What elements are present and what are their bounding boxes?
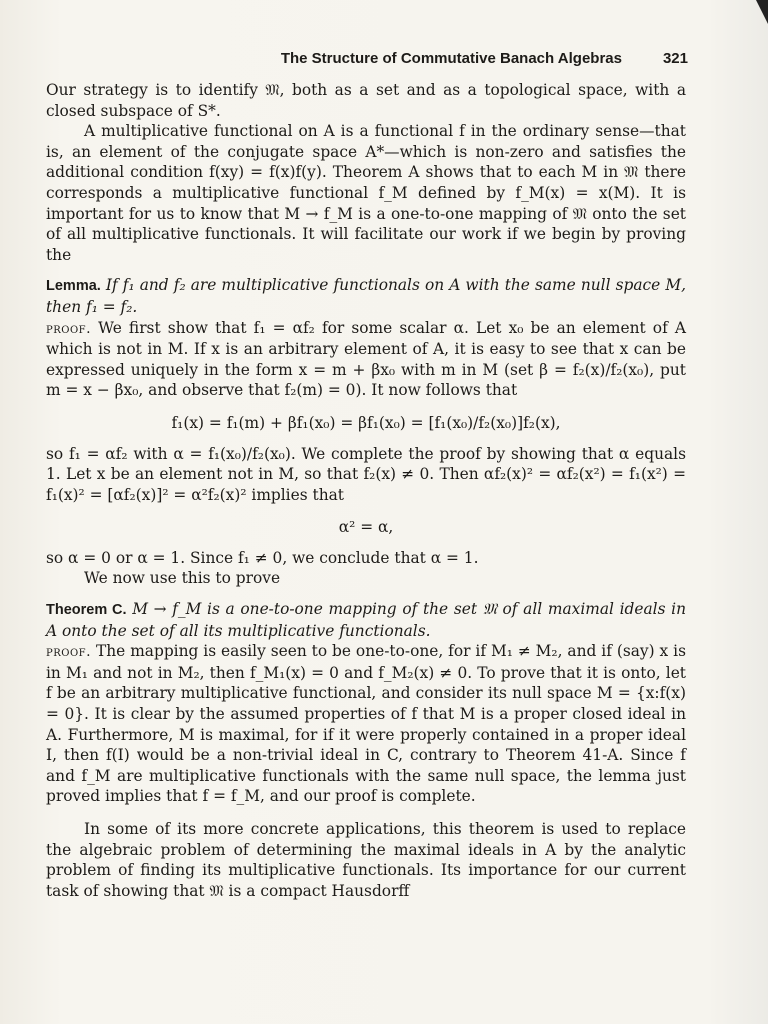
body-text (46, 80, 686, 901)
page-corner (756, 0, 768, 24)
proof-theorem (46, 641, 686, 807)
equation-1: f₁(x) = f₁(m) + βf₁(x₀) = βf₁(x₀) = [f₁(x₀)/f₂(x₀)]f₂(x), (171, 413, 561, 432)
paragraph-strategy: Our strategy is to identify 𝔐, both as a set and as a topological space, with a closed subspace of S*. (46, 81, 686, 120)
proof-theorem-label: proof. (46, 644, 92, 661)
page-number: 321 (662, 50, 688, 67)
proof-lemma-continued: so f₁ = αf₂ with α = f₁(x₀)/f₂(x₀). We complete the proof by showing that α equals 1. Let x be an element not in M, so that f₂(x) ≠ 0. Then αf₂(x)² = αf₂(x²) = f₁(x²) = f₁(x)² = [αf₂(x)]² = α²f₂(x)² implies that (46, 444, 686, 504)
proof-label: proof. (46, 320, 92, 337)
proof-lemma (46, 318, 686, 401)
proof-lemma-end: so α = 0 or α = 1. Since f₁ ≠ 0, we conclude that α = 1. (46, 548, 479, 567)
transition-text: We now use this to prove (84, 569, 281, 588)
lemma-statement: If f₁ and f₂ are multiplicative functionals on A with the same null space M, then f₁ = f₂. (46, 276, 686, 316)
running-header (48, 50, 688, 72)
proof-theorem-text: The mapping is easily seen to be one-to-one, for if M₁ ≠ M₂, and if (say) x is in M₁ and not in M₂, then f_M₁(x) = 0 and f_M₂(x) ≠ 0. To prove that it is onto, let f be an arbitrary multiplicative functional, and consider its null space M = {x:f(x) = 0}. It is clear by the assumed properties of f that M is a proper closed ideal in A. Furthermore, M is maximal, for if it were properly contained in a proper ideal I, then f(I) would be a non-trivial ideal in C, contrary to Theorem 41-A. Since f and f_M are multiplicative functionals with the same null space, the lemma just proved implies that f = f_M, and our proof is complete. (46, 642, 686, 806)
running-title: The Structure of Commutative Banach Algebras (280, 50, 622, 67)
theorem-c (46, 599, 686, 641)
proof-lemma-text: We first show that f₁ = αf₂ for some scalar α. Let x₀ be an element of A which is not in M. If x is an arbitrary element of A, it is easy to see that x can be expressed uniquely in the form x = m + βx₀ with m in M (set β = f₂(x)/f₂(x₀), put m = x − βx₀, and observe that f₂(m) = 0). It now follows that (46, 318, 686, 400)
theorem-label: Theorem C. (46, 602, 127, 619)
paragraph-applications: In some of its more concrete applications, this theorem is used to replace the algebraic problem of determining the maximal ideals in A by the analytic problem of finding its multiplicative functionals. Its importance for our current task of showing that 𝔐 is a compact Hausdorff (46, 820, 686, 900)
equation-2: α² = α, (338, 518, 394, 537)
lemma-label: Lemma. (46, 278, 101, 295)
lemma (46, 275, 686, 317)
theorem-statement: M → f_M is a one-to-one mapping of the set 𝔐 of all maximal ideals in A onto the set of all its multiplicative functionals. (46, 600, 686, 640)
paragraph-multiplicative-functional: A multiplicative functional on A is a functional f in the ordinary sense—that is, an element of the conjugate space A*—which is non-zero and satisfies the additional condition f(xy) = f(x)f(y). Theorem A shows that to each M in 𝔐 there corresponds a multiplicative functional f_M defined by f_M(x) = x(M). It is important for us to know that M → f_M is a one-to-one mapping of 𝔐 onto the set of all multiplicative functionals. It will facilitate our work if we begin by proving the (46, 122, 686, 264)
